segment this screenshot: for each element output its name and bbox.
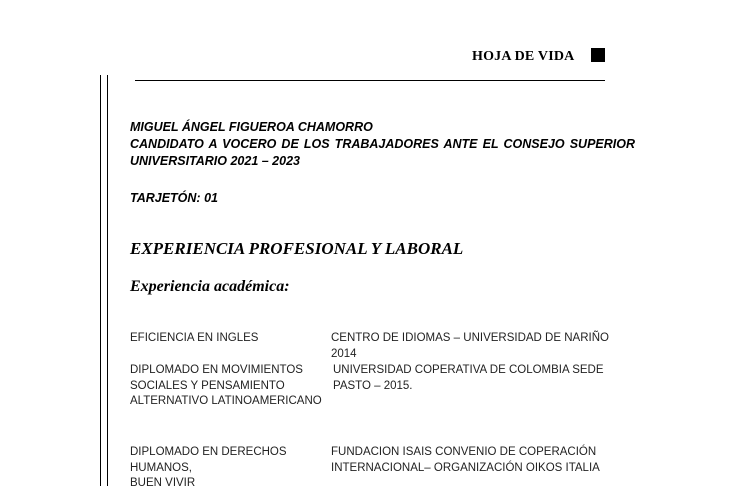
candidate-role: CANDIDATO A VOCERO DE LOS TRABAJADORES ANTE EL CONSEJO SUPERIOR UNIVERSITARIO 2021 – 2023 bbox=[130, 137, 635, 168]
entry-title bbox=[130, 363, 325, 410]
entry-title-line: HUMANOS, bbox=[130, 461, 192, 474]
subsection-title: Experiencia académica: bbox=[130, 278, 290, 295]
entry-title bbox=[130, 445, 325, 492]
header-rule bbox=[135, 80, 605, 81]
entry-institution bbox=[331, 445, 631, 476]
entry-title-line: DIPLOMADO EN DERECHOS bbox=[130, 446, 287, 458]
entry-institution-line: UNIVERSIDAD COPERATIVA DE COLOMBIA SEDE bbox=[333, 364, 604, 376]
entry-institution bbox=[333, 363, 633, 394]
left-margin-line-inner bbox=[107, 75, 108, 486]
entry-title-line: ALTERNATIVO LATINOAMERICANO bbox=[130, 395, 322, 407]
entry-institution-line: CENTRO DE IDIOMAS – UNIVERSIDAD DE NARIÑO 2014 bbox=[331, 332, 609, 360]
entry-institution-line: INTERNACIONAL– ORGANIZACIÓN OIKOS ITALIA bbox=[331, 461, 600, 474]
entry-title-line: EFICIENCIA EN INGLES bbox=[130, 332, 259, 344]
entry-title-line: SOCIALES Y PENSAMIENTO bbox=[130, 379, 285, 392]
entry-title-line: BUEN VIVIR bbox=[130, 477, 196, 489]
ballot-number: TARJETÓN: 01 bbox=[130, 191, 218, 205]
entry-institution bbox=[331, 331, 631, 362]
left-margin-line bbox=[100, 75, 101, 486]
candidate-name: MIGUEL ÁNGEL FIGUEROA CHAMORRO bbox=[130, 120, 373, 134]
entry-title bbox=[130, 331, 325, 347]
document-header-title: HOJA DE VIDA bbox=[472, 49, 575, 64]
header-square-mark bbox=[591, 48, 605, 62]
entry-title-line: DIPLOMADO EN MOVIMIENTOS bbox=[130, 364, 303, 376]
entry-institution-line: PASTO – 2015. bbox=[333, 379, 413, 392]
section-title: EXPERIENCIA PROFESIONAL Y LABORAL bbox=[130, 239, 464, 258]
entry-institution-line: FUNDACION ISAIS CONVENIO DE COPERACIÓN bbox=[331, 446, 597, 458]
